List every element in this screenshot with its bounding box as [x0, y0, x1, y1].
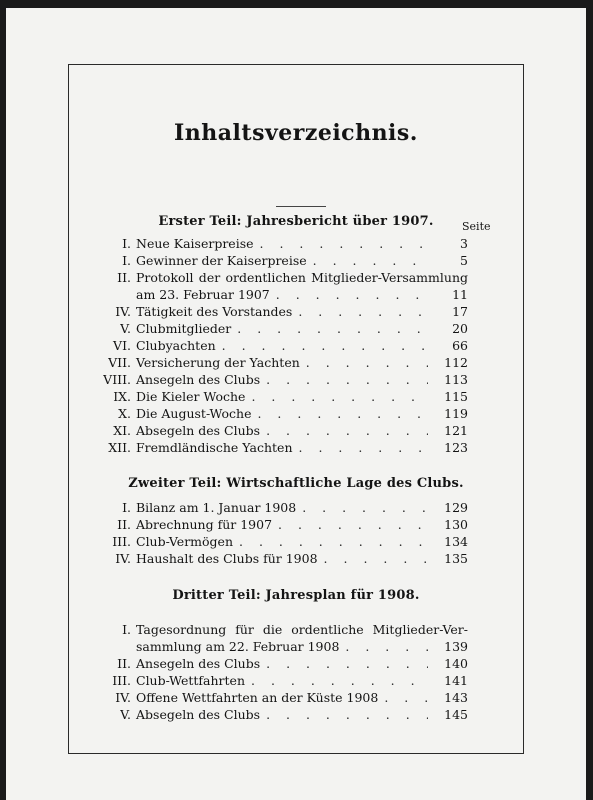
dot-leader: [254, 236, 428, 252]
toc-entry-number: III.: [112, 534, 131, 549]
toc-entry[interactable]: [76, 656, 468, 672]
toc-entry-title: Tagesordnung für die ordentliche Mitglieder-Ver-: [136, 622, 468, 637]
toc-entry-title: Ansegeln des Clubs: [136, 656, 261, 671]
dot-leader: [231, 321, 428, 337]
toc-entry-number: XII.: [108, 440, 131, 455]
toc-entry-page-number: 20: [452, 321, 468, 336]
toc-entry-number: IV.: [115, 690, 131, 705]
toc-entry-number: VI.: [113, 338, 131, 353]
toc-entry-page-number: 113: [444, 372, 468, 387]
toc-entry-title: Die Kieler Woche: [136, 389, 246, 404]
toc-entry-page-number: 145: [444, 707, 468, 722]
toc-entry[interactable]: [76, 423, 468, 439]
dot-leader: [260, 423, 428, 439]
page-title: Inhaltsverzeichnis.: [174, 120, 418, 146]
toc-entry-page-number: 5: [460, 253, 468, 268]
toc-entry-title: Haushalt des Clubs für 1908: [136, 551, 318, 566]
toc-entry-page-number: 135: [444, 551, 468, 566]
toc-entry[interactable]: [76, 304, 468, 320]
toc-entry[interactable]: [76, 270, 468, 286]
part-heading-1: Erster Teil: Jahresbericht über 1907.: [158, 214, 434, 229]
dot-leader: [270, 287, 428, 303]
toc-entry-page-number: 140: [444, 656, 468, 671]
toc-entry-title: Die August-Woche: [136, 406, 252, 421]
toc-entry-title: Club-Vermögen: [136, 534, 234, 549]
toc-entry[interactable]: [76, 690, 468, 706]
toc-entry-page-number: 3: [460, 236, 468, 251]
toc-entry-page-number: 115: [444, 389, 468, 404]
toc-entry-number: I.: [122, 253, 131, 268]
toc-entry-page-number: 11: [452, 287, 468, 302]
toc-entry-title: Ansegeln des Clubs: [136, 372, 261, 387]
toc-entry-number: I.: [122, 622, 131, 637]
toc-entry[interactable]: [76, 622, 468, 638]
toc-entry-title: Clubyachten: [136, 338, 216, 353]
toc-entry-page-number: 130: [444, 517, 468, 532]
toc-entry-page-number: 143: [444, 690, 468, 705]
toc-entry-page-number: 112: [444, 355, 468, 370]
toc-entry-number: V.: [120, 707, 131, 722]
toc-entry-title: Absegeln des Clubs: [136, 707, 261, 722]
dot-leader: [272, 517, 428, 533]
toc-entry-page-number: 129: [444, 500, 468, 515]
toc-entry-page-number: 66: [452, 338, 468, 353]
toc-entry[interactable]: [76, 406, 468, 422]
dot-leader: [339, 639, 428, 655]
toc-entry-title: Club-Wettfahrten: [136, 673, 246, 688]
toc-entry-title: Neue Kaiserpreise: [136, 236, 254, 251]
toc-entry-page-number: 119: [444, 406, 468, 421]
part-heading-2: Zweiter Teil: Wirtschaftliche Lage des Clubs.: [128, 476, 464, 491]
toc-entry[interactable]: [76, 551, 468, 567]
dot-leader: [216, 338, 428, 354]
toc-entry[interactable]: [76, 673, 468, 689]
dot-leader: [260, 656, 428, 672]
toc-entry-title: Offene Wettfahrten an der Küste 1908: [136, 690, 379, 705]
toc-entry[interactable]: [76, 236, 468, 252]
toc-entry-number: IV.: [115, 551, 131, 566]
toc-entry-number: IX.: [113, 389, 131, 404]
dot-leader: [245, 673, 428, 689]
toc-entry[interactable]: [76, 639, 468, 655]
toc-entry-title: Protokoll der ordentlichen Mitglieder-Versammlung: [136, 270, 468, 285]
toc-entry[interactable]: [76, 389, 468, 405]
toc-entry-number: I.: [122, 236, 131, 251]
toc-entry-number: IV.: [115, 304, 131, 319]
dot-leader: [260, 707, 428, 723]
toc-entry[interactable]: [76, 534, 468, 550]
dot-leader: [307, 253, 428, 269]
toc-entry-page-number: 121: [444, 423, 468, 438]
dot-leader: [318, 551, 428, 567]
toc-entry[interactable]: [76, 338, 468, 354]
page-column-label: Seite: [462, 220, 491, 233]
dot-leader: [251, 406, 428, 422]
title-rule: [276, 206, 326, 207]
toc-entry[interactable]: [76, 355, 468, 371]
dot-leader: [296, 500, 428, 516]
toc-entry-page-number: 134: [444, 534, 468, 549]
toc-entry[interactable]: [76, 500, 468, 516]
dot-leader: [292, 304, 428, 320]
toc-entry[interactable]: [76, 372, 468, 388]
dot-leader: [293, 440, 429, 456]
toc-entry-title: Gewinner der Kaiserpreise: [136, 253, 307, 268]
dot-leader: [378, 690, 428, 706]
toc-entry-number: X.: [118, 406, 131, 421]
toc-entry-number: III.: [112, 673, 131, 688]
book-page: [6, 8, 586, 800]
toc-entry-number: II.: [117, 517, 131, 532]
toc-entry-page-number: 139: [444, 639, 468, 654]
toc-entry-title: am 23. Februar 1907: [136, 287, 270, 302]
toc-entry[interactable]: [76, 321, 468, 337]
toc-entry-number: II.: [117, 270, 131, 285]
toc-entry[interactable]: [76, 707, 468, 723]
toc-entry-title: Clubmitglieder: [136, 321, 232, 336]
dot-leader: [245, 389, 428, 405]
toc-entry-title: Versicherung der Yachten: [136, 355, 300, 370]
toc-entry-number: V.: [120, 321, 131, 336]
toc-entry-number: VII.: [108, 355, 131, 370]
dot-leader: [260, 372, 428, 388]
toc-entry-number: I.: [122, 500, 131, 515]
dot-leader: [233, 534, 428, 550]
toc-entry-number: VIII.: [103, 372, 131, 387]
toc-entry[interactable]: [76, 287, 468, 303]
toc-entry[interactable]: [76, 253, 468, 269]
toc-entry[interactable]: [76, 440, 468, 456]
toc-entry-number: XI.: [113, 423, 131, 438]
toc-entry[interactable]: [76, 517, 468, 533]
part-heading-3: Dritter Teil: Jahresplan für 1908.: [172, 588, 420, 603]
toc-entry-title: Abrechnung für 1907: [136, 517, 273, 532]
toc-entry-title: Tätigkeit des Vorstandes: [136, 304, 293, 319]
toc-entry-number: II.: [117, 656, 131, 671]
toc-entry-title: Fremdländische Yachten: [136, 440, 293, 455]
toc-entry-title: sammlung am 22. Februar 1908: [136, 639, 340, 654]
toc-entry-title: Bilanz am 1. Januar 1908: [136, 500, 297, 515]
toc-entry-page-number: 141: [444, 673, 468, 688]
dot-leader: [300, 355, 428, 371]
toc-entry-page-number: 17: [452, 304, 468, 319]
toc-entry-page-number: 123: [444, 440, 468, 455]
toc-entry-title: Absegeln des Clubs: [136, 423, 261, 438]
